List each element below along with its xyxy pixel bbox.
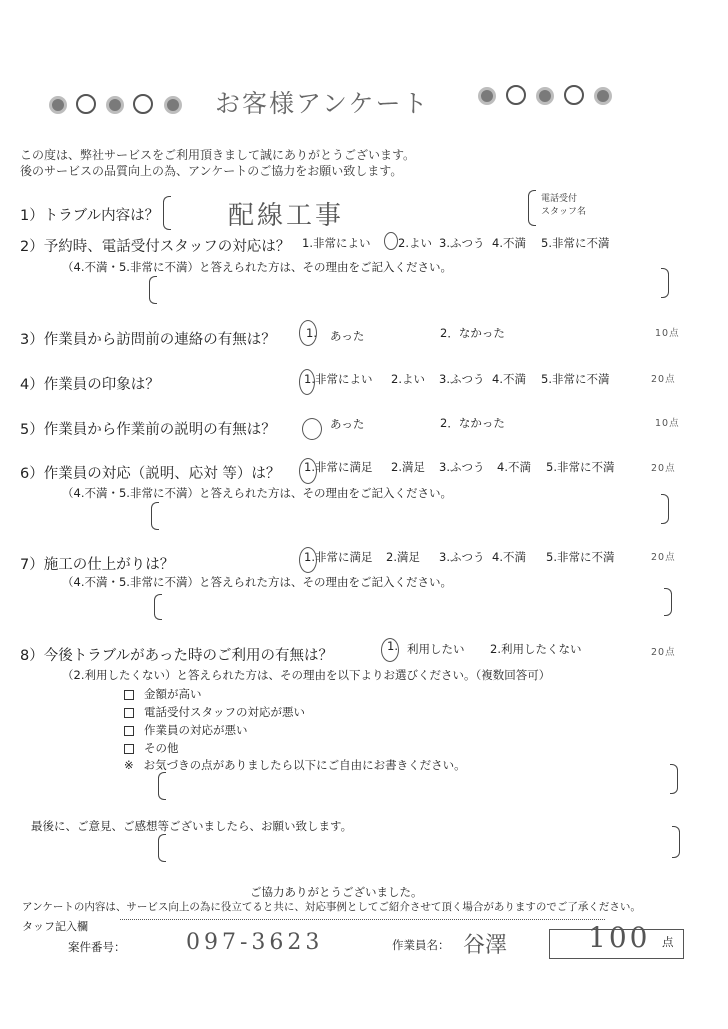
q7-option-4[interactable]: 4.不満 bbox=[492, 550, 526, 564]
q6-option-2[interactable]: 2.満足 bbox=[391, 460, 425, 474]
q2-reason-bracket-right bbox=[661, 268, 669, 298]
q1-handwritten-answer: 配線工事 bbox=[228, 201, 345, 231]
filled-circle-icon bbox=[106, 96, 124, 114]
q7-reason-prompt: （4.不満・5.非常に不満）と答えられた方は、その理由をご記入ください。 bbox=[62, 575, 452, 589]
q8-label: 8）今後トラブルがあった時のご利用の有無は？ bbox=[20, 648, 333, 664]
q8-option-1-number[interactable]: 1. bbox=[387, 639, 398, 653]
q7-points: 20点 bbox=[651, 552, 676, 563]
open-circle-icon bbox=[133, 94, 153, 114]
q8-free-text-prompt: ※ お気づきの点がありましたら以下にご自由にお書きください。 bbox=[124, 758, 466, 772]
staff-box-bracket bbox=[528, 190, 536, 226]
q8-choice-4[interactable]: その他 bbox=[124, 740, 179, 756]
q3-points: 10点 bbox=[655, 328, 680, 339]
q7-option-3[interactable]: 3.ふつう bbox=[439, 550, 485, 564]
q7-option-2[interactable]: 2.満足 bbox=[386, 550, 420, 564]
checkbox-icon[interactable] bbox=[124, 744, 134, 754]
q1-answer-bracket bbox=[163, 196, 171, 230]
q2-reason-bracket-left bbox=[149, 276, 157, 304]
q7-label: 7）施工の仕上がりは？ bbox=[20, 557, 175, 573]
open-circle-icon bbox=[564, 85, 584, 105]
checkbox-icon[interactable] bbox=[124, 726, 134, 736]
filled-circle-icon bbox=[478, 87, 496, 105]
footer-divider bbox=[120, 919, 605, 920]
q2-selection-mark bbox=[384, 232, 398, 250]
checkbox-icon[interactable] bbox=[124, 690, 134, 700]
filled-circle-icon bbox=[49, 96, 67, 114]
q8-reason-prompt: （2.利用したくない）と答えられた方は、その理由を以下よりお選びください。（複数回答可） bbox=[62, 668, 551, 682]
q8-free-text-bracket-left bbox=[158, 772, 166, 800]
q3-label: 3）作業員から訪問前の連絡の有無は？ bbox=[20, 332, 276, 348]
q4-option-1[interactable]: 1.非常によい bbox=[304, 372, 373, 386]
q8-option-1[interactable]: 利用したい bbox=[407, 642, 465, 656]
thank-you-message: ご協力ありがとうございました。 bbox=[250, 885, 423, 899]
q6-reason-prompt: （4.不満・5.非常に不満）と答えられた方は、その理由をご記入ください。 bbox=[62, 486, 452, 500]
q2-option-5[interactable]: 5.非常に不満 bbox=[541, 236, 610, 250]
q6-option-4[interactable]: 4.不満 bbox=[497, 460, 531, 474]
checkbox-icon[interactable] bbox=[124, 708, 134, 718]
q4-option-3[interactable]: 3.ふつう bbox=[439, 372, 485, 386]
q2-option-3[interactable]: 3.ふつう bbox=[439, 236, 485, 250]
q4-option-5[interactable]: 5.非常に不満 bbox=[541, 372, 610, 386]
worker-name-label: 作業員名： bbox=[392, 938, 450, 952]
q8-choice-2[interactable]: 電話受付スタッフの対応が悪い bbox=[124, 704, 305, 720]
q7-option-5[interactable]: 5.非常に不満 bbox=[546, 550, 615, 564]
score-unit: 点 bbox=[662, 935, 674, 949]
q6-option-5[interactable]: 5.非常に不満 bbox=[546, 460, 615, 474]
q2-reason-prompt: （4.不満・5.非常に不満）と答えられた方は、その理由をご記入ください。 bbox=[62, 260, 452, 274]
q5-option-2[interactable]: 2．なかった bbox=[440, 416, 505, 430]
q8-choice-1[interactable]: 金額が高い bbox=[124, 686, 202, 702]
q1-label: 1）トラブル内容は？ bbox=[20, 208, 160, 224]
q6-reason-bracket-left bbox=[151, 502, 159, 530]
q7-option-1[interactable]: 1.非常に満足 bbox=[304, 550, 373, 564]
q2-option-4[interactable]: 4.不満 bbox=[492, 236, 526, 250]
final-comments-prompt: 最後に、ご意見、ご感想等ございましたら、お願い致します。 bbox=[31, 819, 353, 833]
q4-option-4[interactable]: 4.不満 bbox=[492, 372, 526, 386]
filled-circle-icon bbox=[536, 87, 554, 105]
q7-reason-bracket-right bbox=[664, 588, 672, 616]
worker-name-value: 谷澤 bbox=[463, 933, 508, 958]
staff-box-label-2: スタッフ名 bbox=[541, 207, 587, 217]
final-comments-bracket-left bbox=[158, 834, 166, 862]
q6-reason-bracket-right bbox=[661, 494, 669, 524]
final-comments-bracket-right bbox=[672, 826, 680, 858]
q6-option-3[interactable]: 3.ふつう bbox=[439, 460, 485, 474]
q3-option-2[interactable]: 2．なかった bbox=[440, 326, 505, 340]
open-circle-icon bbox=[506, 85, 526, 105]
usage-notice: アンケートの内容は、サービス向上の為に役立てると共に、対応事例としてご紹介させて頂く場合がありますのでご了承ください。 bbox=[22, 901, 641, 913]
q6-points: 20点 bbox=[651, 463, 676, 474]
q3-option-1-number[interactable]: 1. bbox=[306, 326, 317, 340]
staff-section-label: タッフ記入欄 bbox=[22, 920, 88, 933]
case-number-label: 案件番号： bbox=[68, 940, 126, 954]
q2-option-2[interactable]: 2.よい bbox=[398, 236, 432, 250]
page-title: お客様アンケート bbox=[215, 89, 430, 118]
q7-reason-bracket-left bbox=[154, 594, 162, 620]
q8-choice-3[interactable]: 作業員の対応が悪い bbox=[124, 722, 248, 738]
q5-points: 10点 bbox=[655, 418, 680, 429]
q6-option-1[interactable]: 1.非常に満足 bbox=[304, 460, 373, 474]
intro-line-2: 後のサービスの品質向上の為、アンケートのご協力をお願い致します。 bbox=[20, 164, 403, 178]
q5-label: 5）作業員から作業前の説明の有無は？ bbox=[20, 422, 276, 438]
q8-free-text-bracket-right bbox=[670, 764, 678, 794]
filled-circle-icon bbox=[594, 87, 612, 105]
q4-label: 4）作業員の印象は？ bbox=[20, 377, 160, 393]
score-value: 100 bbox=[588, 921, 651, 954]
q8-points: 20点 bbox=[651, 647, 676, 658]
q4-option-2[interactable]: 2.よい bbox=[391, 372, 425, 386]
open-circle-icon bbox=[76, 94, 96, 114]
q6-label: 6）作業員の対応（説明、応対 等）は？ bbox=[20, 466, 281, 482]
q2-option-1[interactable]: 1.非常によい bbox=[302, 236, 371, 250]
q4-points: 20点 bbox=[651, 374, 676, 385]
case-number-value: 097-3623 bbox=[186, 930, 324, 955]
q8-option-2[interactable]: 2.利用したくない bbox=[490, 642, 582, 656]
intro-line-1: この度は、弊社サービスをご利用頂きまして誠にありがとうございます。 bbox=[20, 148, 416, 162]
asterisk-icon: ※ bbox=[124, 758, 134, 772]
q2-label: 2）予約時、電話受付スタッフの対応は？ bbox=[20, 239, 291, 255]
q5-selection-mark bbox=[302, 418, 322, 440]
staff-box-label-1: 電話受付 bbox=[541, 194, 578, 204]
filled-circle-icon bbox=[164, 96, 182, 114]
q5-option-1[interactable]: あった bbox=[330, 417, 365, 431]
q3-option-1[interactable]: あった bbox=[330, 329, 365, 343]
